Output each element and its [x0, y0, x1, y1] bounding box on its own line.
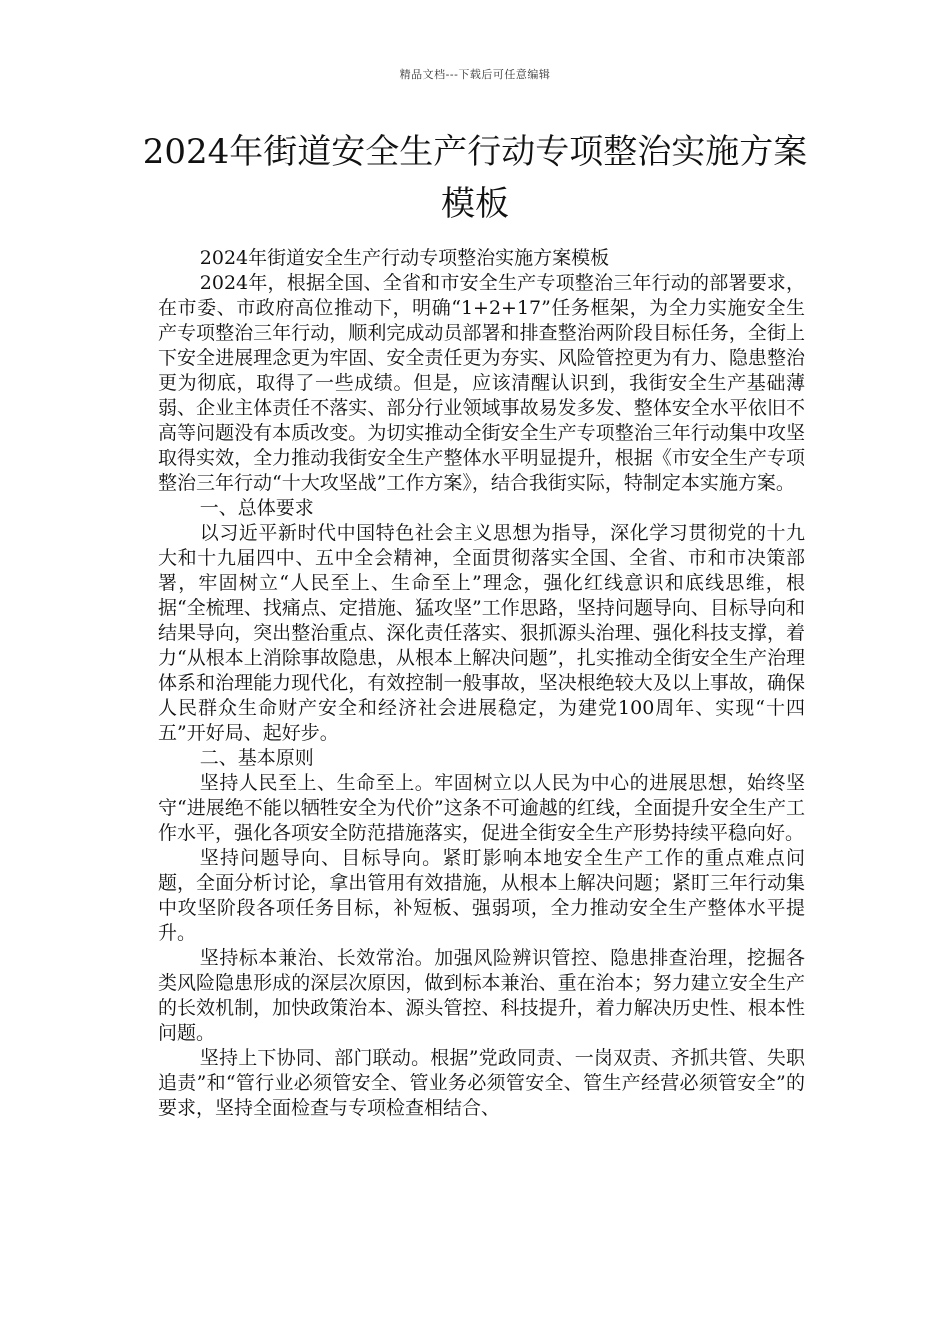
body-paragraph-principle-4: 坚持上下协同、部门联动。根据”党政同责、一岗双责、齐抓共管、失职追责”和“管行业必须管安全、管业务必须管安全、管生产经营必须管安全”的要求，坚持全面检查与专项检查相结合、: [158, 1047, 805, 1119]
section-heading-basic-principles: 二、基本原则: [199, 747, 314, 769]
body-paragraph-principle-2: 坚持问题导向、目标导向。紧盯影响本地安全生产工作的重点难点问题，全面分析讨论，拿出管用有效措施，从根本上解决问题；紧盯三年行动集中攻坚阶段各项任务目标，补短板、强弱项，全力推动安全生产整体水平提升。: [158, 847, 805, 944]
body-paragraph-general-requirements: 以习近平新时代中国特色社会主义思想为指导，深化学习贯彻党的十九大和十九届四中、五中全会精神，全面贯彻落实全国、全省、市和市决策部署，牢固树立“人民至上、生命至上”理念，强化红线意识和底线思维，根据“全梳理、找痛点、定措施、猛攻坚”工作思路，坚持问题导向、目标导向和结果导向，突出整治重点、深化责任落实、狠抓源头治理、强化科技支撑，着力“从根本上消除事故隐患，从根本上解决问题”，扎实推动全街安全生产治理体系和治理能力现代化，有效控制一般事故，坚决根绝较大及以上事故，确保人民群众生命财产安全和经济社会进展稳定，为建党100周年、实现“十四五”开好局、起好步。: [158, 522, 805, 744]
document-header-note: 精品文档---下载后可任意编辑: [399, 68, 551, 81]
document-title: 2024年街道安全生产行动专项整治实施方案模板: [142, 132, 808, 224]
body-paragraph-intro: 2024年，根据全国、全省和市安全生产专项整治三年行动的部署要求，在市委、市政府高位推动下，明确“1+2+17”任务框架，为全力实施安全生产专项整治三年行动，顺利完成动员部署和排查整治两阶段目标任务，全街上下安全进展理念更为牢固、安全责任更为夯实、风险管控更为有力、隐患整治更为彻底，取得了一些成绩。但是，应该清醒认识到，我街安全生产基础薄弱、企业主体责任不落实、部分行业领域事故易发多发、整体安全水平依旧不高等问题没有本质改变。为切实推动全街安全生产专项整治三年行动集中攻坚取得实效，全力推动我街安全生产整体水平明显提升，根据《市安全生产专项整治三年行动“十大攻坚战”工作方案》，结合我街实际，特制定本实施方案。: [158, 272, 805, 494]
body-paragraph-subtitle: 2024年街道安全生产行动专项整治实施方案模板: [199, 247, 610, 269]
body-paragraph-principle-1: 坚持人民至上、生命至上。牢固树立以人民为中心的进展思想，始终坚守“进展绝不能以牺牲安全为代价”这条不可逾越的红线，全面提升安全生产工作水平，强化各项安全防范措施落实，促进全街安全生产形势持续平稳向好。: [158, 772, 805, 844]
body-paragraph-principle-3: 坚持标本兼治、长效常治。加强风险辨识管控、隐患排查治理，挖掘各类风险隐患形成的深层次原因，做到标本兼治、重在治本；努力建立安全生产的长效机制，加快政策治本、源头管控、科技提升，着力解决历史性、根本性问题。: [158, 947, 805, 1044]
section-heading-general-requirements: 一、总体要求: [199, 497, 314, 519]
document-body: [158, 246, 805, 1121]
